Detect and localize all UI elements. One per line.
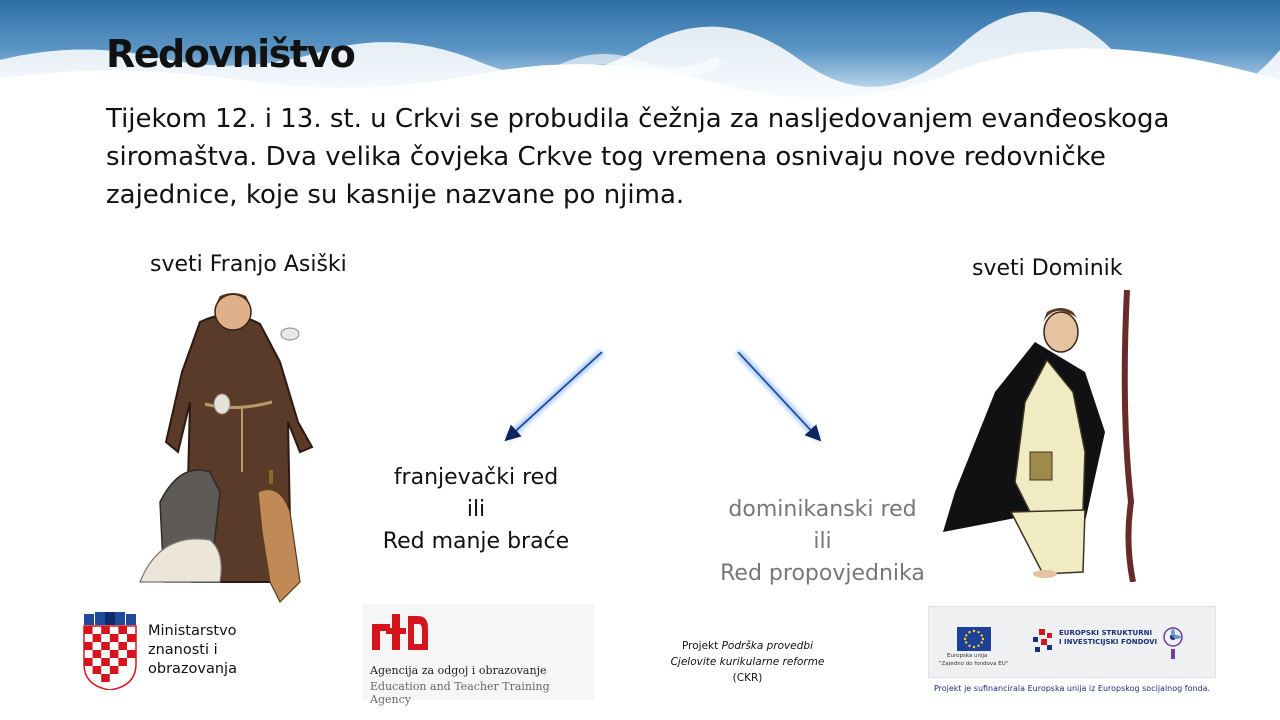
saint-dominic-label: sveti Dominik <box>972 256 1123 281</box>
esif-text-line1: EUROPSKI STRUKTURNI <box>1059 629 1153 637</box>
dominican-order-line2: ili <box>813 529 832 554</box>
saint-francis-illustration <box>130 282 335 617</box>
franciscan-order-line2: ili <box>466 497 486 522</box>
dominican-order-line3: Red propovjednika <box>720 561 925 586</box>
agency-name-en: Education and Teacher Training Agency <box>370 680 550 706</box>
ministry-name <box>148 622 237 679</box>
eu-text-2: "Zajedno do fondova EU" <box>939 661 1009 667</box>
ministry-line3: obrazovanja <box>148 661 237 677</box>
intro-paragraph: Tijekom 12. i 13. st. u Crkvi se probudila čežnja za nasljedovanjem evanđeoskoga siromaštva. Dva velika čovjeka Crkve tog vremena osnivaju nove redovničke zajednice, koje su kasnije nazvane po njima. <box>106 104 1170 210</box>
eu-funding-logo <box>928 606 1216 698</box>
agency-logo <box>362 604 594 706</box>
project-title-1: Podrška provedbi <box>721 640 813 652</box>
franciscan-order-line3: Red manje braće <box>382 529 570 554</box>
dominican-order-line1: dominikanski red <box>728 497 917 522</box>
project-suffix: (CKR) <box>732 672 763 684</box>
eu-text-1: Europska unija <box>947 653 988 659</box>
ministry-line1: Ministarstvo <box>148 623 237 639</box>
flower-logo-icon <box>1159 623 1187 663</box>
eu-funding-caption: Projekt je sufinancirala Europska unija iz Europskog socijalnog fonda. <box>933 684 1211 693</box>
saint-francis-label: sveti Franjo Asiški <box>150 252 347 277</box>
ministry-logo <box>82 612 282 692</box>
croatia-coat-of-arms-icon <box>82 612 138 690</box>
esif-text <box>1059 629 1157 647</box>
project-title-2: Cjelovite kurikularne reforme <box>670 656 825 668</box>
esif-text-line2: I INVESTICIJSKI FONDOVI <box>1059 638 1158 646</box>
eu-flag-icon <box>957 627 991 651</box>
saint-dominic-illustration <box>935 282 1145 582</box>
eu-logo-panel <box>928 606 1216 678</box>
arrow-left <box>508 352 602 438</box>
dominican-order <box>690 494 955 590</box>
franciscan-order-line1: franjevački red <box>393 465 559 490</box>
agency-name-hr: Agencija za odgoj i obrazovanje <box>370 664 547 677</box>
arrow-right <box>738 352 818 438</box>
project-prefix: Projekt <box>682 640 719 652</box>
esif-squares-icon <box>1031 629 1057 655</box>
franciscan-order <box>356 462 596 558</box>
agency-mark-icon <box>370 610 430 654</box>
ministry-line2: znanosti i <box>148 642 218 658</box>
project-note <box>660 638 835 686</box>
slide-title: Redovništvo <box>106 32 355 76</box>
